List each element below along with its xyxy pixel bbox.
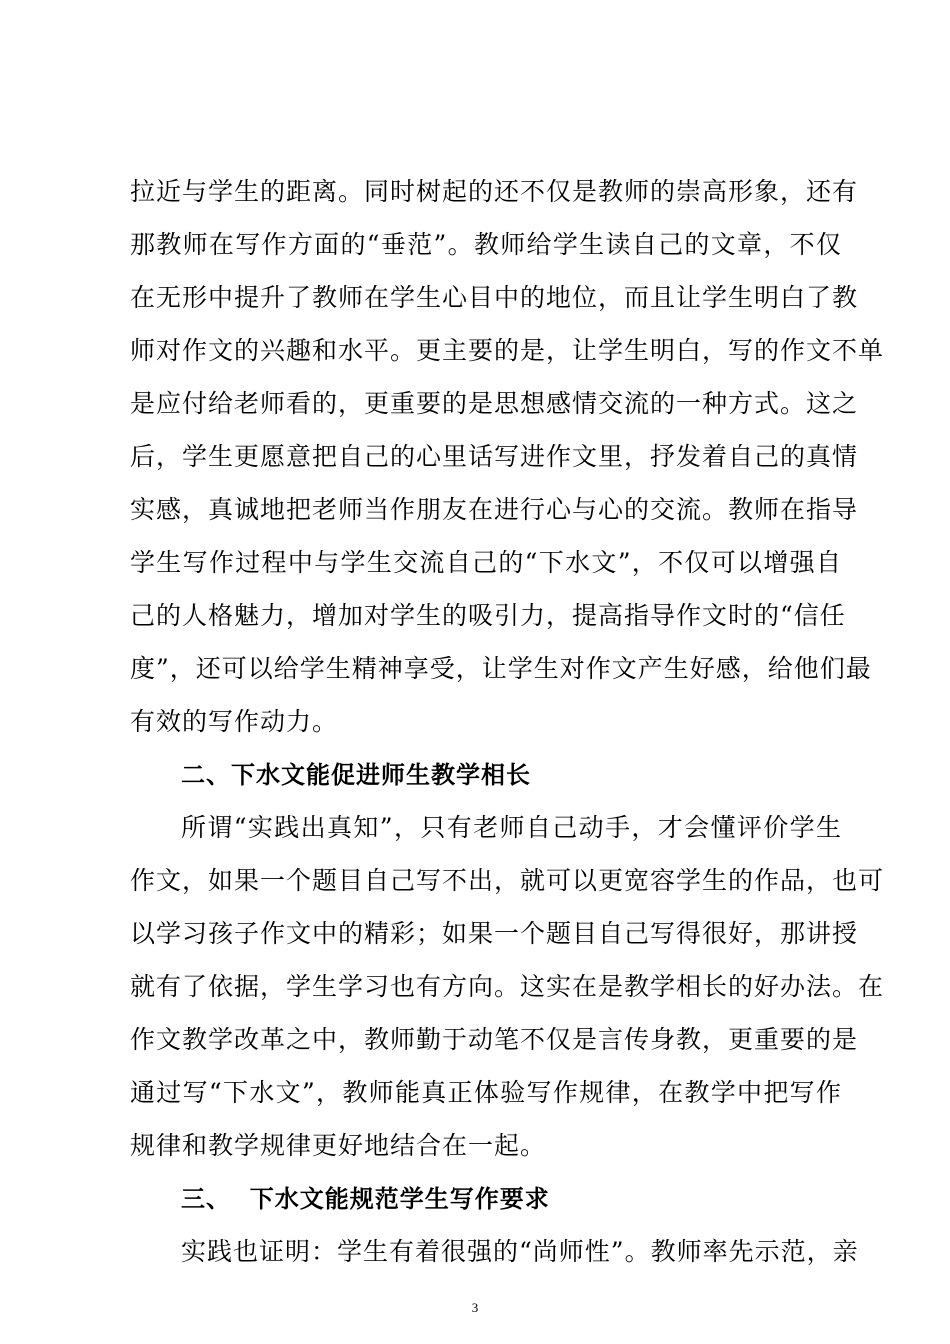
text-line: 学生写作过程中与学生交流自己的“下水文”，不仅可以增强自 <box>130 548 842 577</box>
section-heading-3: 三、 下水文能规范学生写作要求 <box>181 1185 550 1213</box>
text-line: 己的人格魅力，增加对学生的吸引力，提高指导作文时的“信任 <box>130 601 846 630</box>
text-line: 通过写“下水文”，教师能真正体验写作规律，在教学中把写作 <box>130 1078 842 1107</box>
text-line: 以学习孩子作文中的精彩；如果一个题目自己写得很好，那讲授 <box>130 919 859 948</box>
text-line: 实践也证明：学生有着很强的“尚师性”。教师率先示范，亲 <box>181 1237 859 1266</box>
text-line: 就有了依据，学生学习也有方向。这实在是教学相长的好办法。在 <box>130 972 885 1001</box>
text-line: 是应付给老师看的，更重要的是思想感情交流的一种方式。这之 <box>130 389 859 418</box>
text-line: 在无形中提升了教师在学生心目中的地位，而且让学生明白了教 <box>130 283 859 312</box>
text-line: 师对作文的兴趣和水平。更主要的是，让学生明白，写的作文不单 <box>130 336 885 365</box>
text-line: 度”，还可以给学生精神享受，让学生对作文产生好感，给他们最 <box>130 654 872 683</box>
text-line: 所谓“实践出真知”，只有老师自己动手，才会懂评价学生 <box>181 813 842 842</box>
text-line: 后，学生更愿意把自己的心里话写进作文里，抒发着自己的真情 <box>130 442 859 471</box>
section-heading-2: 二、下水文能促进师生教学相长 <box>181 761 531 789</box>
text-line: 有效的写作动力。 <box>130 707 339 736</box>
text-line: 规律和教学规律更好地结合在一起。 <box>130 1131 547 1160</box>
text-line: 作文教学改革之中，教师勤于动笔不仅是言传身教，更重要的是 <box>130 1025 859 1054</box>
text-line: 作文，如果一个题目自己写不出，就可以更宽容学生的作品，也可 <box>130 866 885 895</box>
text-line: 实感，真诚地把老师当作朋友在进行心与心的交流。教师在指导 <box>130 495 859 524</box>
page-number: 3 <box>471 1300 479 1315</box>
text-line: 拉近与学生的距离。同时树起的还不仅是教师的崇高形象，还有 <box>130 177 859 206</box>
text-line: 那教师在写作方面的“垂范”。教师给学生读自己的文章，不仅 <box>130 230 842 259</box>
